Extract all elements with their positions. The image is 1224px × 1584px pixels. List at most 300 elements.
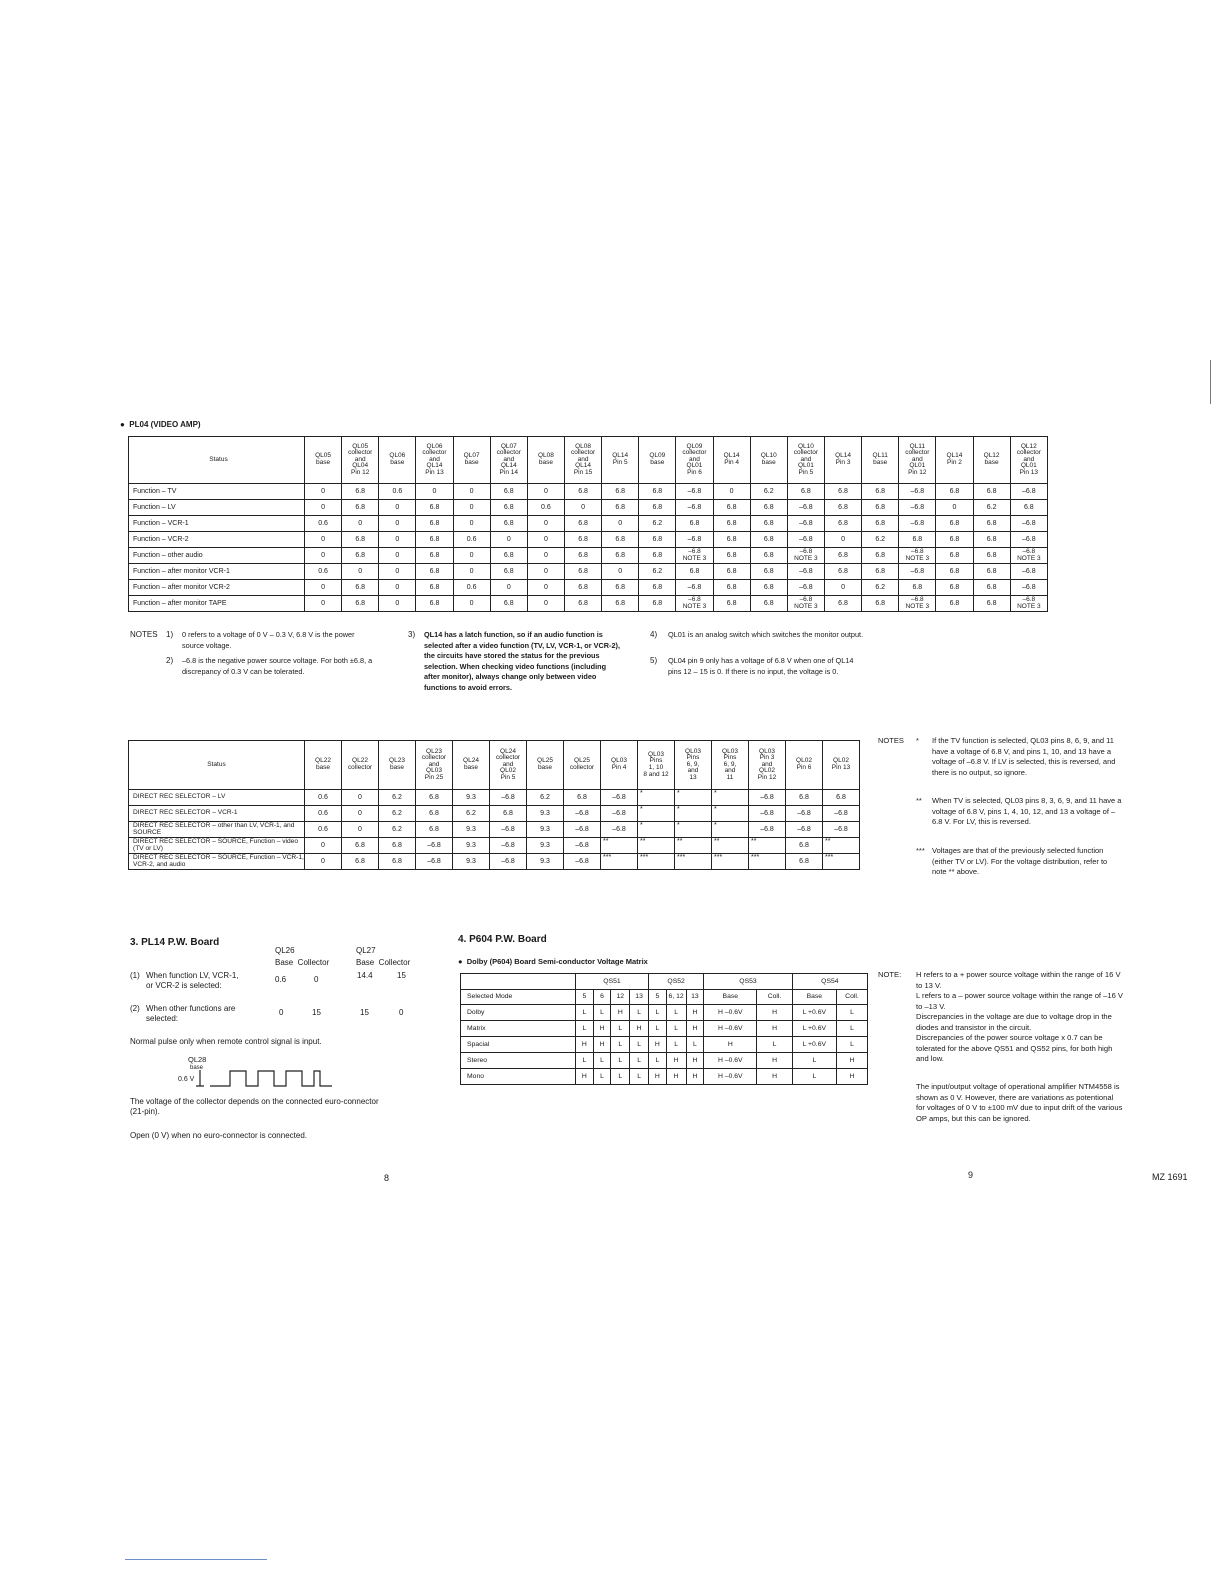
table-cell: * <box>638 822 675 838</box>
table-cell: 6.8 <box>602 580 639 596</box>
table-cell: 6.2 <box>379 822 416 838</box>
table-cell: 6.2 <box>379 806 416 822</box>
table-cell: L <box>611 1037 630 1053</box>
table-cell: 6.8 <box>973 484 1010 500</box>
table-cell: *** <box>823 854 860 870</box>
note-number: 2) <box>166 656 174 665</box>
column-header-mode: Selected Mode <box>461 990 576 1005</box>
blank-cell <box>461 974 576 990</box>
table-cell: –6.8 <box>1010 564 1047 580</box>
table-row <box>461 1021 868 1037</box>
table-cell: ** <box>712 838 749 854</box>
table-row <box>129 484 1048 500</box>
table-cell: 6.8 <box>564 548 601 564</box>
table-cell: 6.8 <box>713 548 750 564</box>
table-cell: –6.8 <box>490 838 527 854</box>
ql26-sub: Base Collector <box>275 958 330 967</box>
table-cell: 0.6 <box>305 790 342 806</box>
note-paragraph: The input/output voltage of operational amplifier NTM4558 is shown as 0 V. However, there are variations as potentional for voltages of 0 V to ±100 mV due to input drift of the various OP amps, but this can be ignored. <box>916 1082 1123 1123</box>
table-cell: * <box>638 790 675 806</box>
table-cell: H <box>666 1069 686 1085</box>
table-cell: L <box>593 1005 611 1021</box>
table-cell: 6.8 <box>676 516 713 532</box>
table-cell: –6.8 NOTE 3 <box>1010 596 1047 612</box>
table-cell: 6.8 <box>416 580 453 596</box>
table-cell: 6.8 <box>750 532 787 548</box>
table-cell: –6.8 <box>601 806 638 822</box>
open-text: Open (0 V) when no euro-connector is connected. <box>130 1131 307 1140</box>
table-cell: H <box>611 1005 630 1021</box>
row-label: DIRECT REC SELECTOR – SOURCE, Function – VCR-1, VCR-2, and audio <box>129 854 305 870</box>
collector-text: The voltage of the collector depends on the connected euro-connector (21-pin). <box>130 1097 379 1116</box>
table-cell: * <box>638 806 675 822</box>
table-cell: L <box>576 1053 594 1069</box>
column-header: QL25 collector <box>564 741 601 790</box>
table-cell: 0 <box>305 484 342 500</box>
table-cell: 6.8 <box>639 532 676 548</box>
table-cell: 6.8 <box>750 548 787 564</box>
table-cell: L <box>792 1069 836 1085</box>
table-cell: 0 <box>824 580 861 596</box>
table-cell: 6.8 <box>787 484 824 500</box>
bullet-icon: ● <box>120 420 125 429</box>
table-cell: 6.8 <box>786 854 823 870</box>
table-cell: 6.8 <box>936 596 973 612</box>
table-cell: H <box>648 1037 666 1053</box>
table-cell: L <box>666 1021 686 1037</box>
column-header: 6 <box>593 990 611 1005</box>
table-cell: 0 <box>342 822 379 838</box>
table-cell: 6.2 <box>527 790 564 806</box>
table-cell: ** <box>638 838 675 854</box>
table-cell: H –0.6V <box>704 1005 757 1021</box>
table-cell: 6.8 <box>564 596 601 612</box>
table-cell: 0 <box>416 484 453 500</box>
column-header: QL11 base <box>862 437 899 484</box>
table-cell: *** <box>638 854 675 870</box>
column-header: QL02 Pin 13 <box>823 741 860 790</box>
table-cell: 0.6 <box>305 516 342 532</box>
column-header: QL12 collector and QL01 Pin 13 <box>1010 437 1047 484</box>
table-cell: 0 <box>379 516 416 532</box>
table-cell: 6.8 <box>713 580 750 596</box>
table-cell: L <box>576 1005 594 1021</box>
column-header: QL24 collector and QL02 Pin 5 <box>490 741 527 790</box>
table-cell: * <box>675 790 712 806</box>
table-cell: 6.8 <box>490 806 527 822</box>
table-cell: 6.8 <box>862 548 899 564</box>
table-cell: 0 <box>490 532 527 548</box>
table-cell: 6.8 <box>639 548 676 564</box>
table-cell: *** <box>601 854 638 870</box>
table-row <box>129 838 860 854</box>
table-cell: 9.3 <box>453 854 490 870</box>
table-cell: 0 <box>453 484 490 500</box>
table-cell: 0.6 <box>305 822 342 838</box>
table-cell: L <box>593 1053 611 1069</box>
table-cell: –6.8 NOTE 3 <box>676 596 713 612</box>
table-cell: H <box>836 1069 867 1085</box>
table-cell: –6.8 <box>490 822 527 838</box>
table-cell: –6.8 <box>787 580 824 596</box>
column-header: QL14 Pin 2 <box>936 437 973 484</box>
column-header: QL14 Pin 4 <box>713 437 750 484</box>
table-cell: 6.8 <box>862 596 899 612</box>
table-cell: 6.8 <box>342 532 379 548</box>
note-line: H refers to a + power source voltage within the range of 16 V to 13 V. <box>916 970 1121 990</box>
table-cell: 6.8 <box>602 596 639 612</box>
note-text: When TV is selected, QL03 pins 8, 3, 6, 9, and 11 have a voltage of 6.8 V, pins 1, 4, 10, 12, and 13 a voltage of –6.8 V. For LV, this is reversed. <box>932 796 1122 826</box>
table-cell: 6.2 <box>379 790 416 806</box>
column-header: QL07 base <box>453 437 490 484</box>
column-header: QL25 base <box>527 741 564 790</box>
row-label: Function – TV <box>129 484 305 500</box>
table-cell: 0 <box>379 548 416 564</box>
table-cell: 6.8 <box>639 500 676 516</box>
table-cell: 0 <box>342 790 379 806</box>
table-cell: 6.8 <box>973 516 1010 532</box>
note-marker: ** <box>916 796 922 805</box>
table-cell: 6.8 <box>379 838 416 854</box>
note-text: QL01 is an analog switch which switches the monitor output. <box>668 630 864 639</box>
table-cell: 0 <box>342 516 379 532</box>
column-header: QL11 collector and QL01 Pin 12 <box>899 437 936 484</box>
note-number: 4) <box>650 630 658 639</box>
table-cell: –6.8 <box>1010 484 1047 500</box>
table-cell: 0 <box>342 564 379 580</box>
table-cell: H <box>576 1069 594 1085</box>
column-header: QL03 Pins 6, 9, and 13 <box>675 741 712 790</box>
table-cell: 6.8 <box>490 596 527 612</box>
table-cell: –6.8 <box>749 822 786 838</box>
row-label: DIRECT REC SELECTOR – VCR-1 <box>129 806 305 822</box>
row-label: Function – LV <box>129 500 305 516</box>
table-cell: –6.8 <box>899 500 936 516</box>
table-cell: 6.8 <box>899 580 936 596</box>
column-header: 5 <box>576 990 594 1005</box>
table-cell: 6.8 <box>416 790 453 806</box>
table-cell: 0 <box>490 580 527 596</box>
table-cell: –6.8 NOTE 3 <box>1010 548 1047 564</box>
table-cell: 6.8 <box>936 580 973 596</box>
table-cell: H <box>836 1053 867 1069</box>
column-header: QL22 collector <box>342 741 379 790</box>
table-cell: –6.8 <box>490 790 527 806</box>
table-cell: 0.6 <box>379 484 416 500</box>
table-cell: ** <box>601 838 638 854</box>
row-label: Function – after monitor VCR-1 <box>129 564 305 580</box>
table-cell: H –0.6V <box>704 1021 757 1037</box>
table-cell: L <box>576 1021 594 1037</box>
table-cell: L <box>686 1037 704 1053</box>
table-cell: –6.8 <box>676 500 713 516</box>
table-cell: 6.8 <box>1010 500 1047 516</box>
document-id: MZ 1691 <box>1152 1172 1188 1182</box>
table-cell: 6.8 <box>824 596 861 612</box>
table-cell: –6.8 <box>1010 532 1047 548</box>
table-cell: 6.8 <box>862 500 899 516</box>
table-cell: L <box>666 1005 686 1021</box>
table-cell: 6.8 <box>823 790 860 806</box>
table-cell: 6.2 <box>862 580 899 596</box>
table-row <box>129 532 1048 548</box>
table-cell: 0 <box>453 548 490 564</box>
direct-rec-table <box>128 740 860 870</box>
column-header: QL03 Pins 1, 10 8 and 12 <box>638 741 675 790</box>
table-cell: 6.8 <box>824 564 861 580</box>
row-label: Function – VCR-2 <box>129 532 305 548</box>
table-cell: 6.8 <box>973 532 1010 548</box>
table-cell: 6.8 <box>936 516 973 532</box>
table-cell: –6.8 <box>676 484 713 500</box>
table-cell: 6.8 <box>676 564 713 580</box>
table-cell: L <box>836 1021 867 1037</box>
table-cell: H <box>593 1021 611 1037</box>
pulse-text: Normal pulse only when remote control signal is input. <box>130 1037 322 1046</box>
table-cell: –6.8 NOTE 3 <box>787 596 824 612</box>
table-cell: 9.3 <box>527 806 564 822</box>
table-row <box>129 500 1048 516</box>
table-row <box>461 1005 868 1021</box>
table-cell: 6.8 <box>490 500 527 516</box>
table-cell: 6.8 <box>602 532 639 548</box>
table-cell: 6.8 <box>416 564 453 580</box>
table-cell: 6.8 <box>824 500 861 516</box>
table-cell: 6.8 <box>824 484 861 500</box>
table-cell: 0 <box>602 516 639 532</box>
table-cell: 6.2 <box>973 500 1010 516</box>
table-cell: 0 <box>305 500 342 516</box>
table-cell: –6.8 <box>786 822 823 838</box>
table-cell: 0 <box>379 596 416 612</box>
table-cell: * <box>712 822 749 838</box>
table-cell: 6.8 <box>564 564 601 580</box>
note-number: 5) <box>650 656 658 665</box>
table-cell: L <box>630 1053 649 1069</box>
table-cell: –6.8 NOTE 3 <box>787 548 824 564</box>
table-cell: H <box>686 1021 704 1037</box>
table-cell: 0 <box>305 838 342 854</box>
table-cell: 6.8 <box>416 532 453 548</box>
column-header: QL08 collector and QL14 Pin 15 <box>564 437 601 484</box>
column-header: QL02 Pin 6 <box>786 741 823 790</box>
column-header: 6, 12 <box>666 990 686 1005</box>
dolby-matrix-table <box>460 973 868 1085</box>
table-cell: 0 <box>305 548 342 564</box>
table-cell: 6.2 <box>453 806 490 822</box>
table-cell: 6.8 <box>416 596 453 612</box>
table-cell: –6.8 <box>416 854 453 870</box>
row-label: Function – after monitor TAPE <box>129 596 305 612</box>
ql27-sub: Base Collector <box>356 958 411 967</box>
group-header: QS52 <box>648 974 703 990</box>
table-cell: –6.8 <box>899 516 936 532</box>
table-cell: 9.3 <box>527 854 564 870</box>
column-header: QL23 base <box>379 741 416 790</box>
ql28-sub: base <box>190 1065 204 1071</box>
table-cell: H <box>686 1005 704 1021</box>
table-cell: L <box>757 1037 792 1053</box>
table-cell: 6.8 <box>490 548 527 564</box>
column-header: QL03 Pins 6, 9, and 11 <box>712 741 749 790</box>
table-cell: 0 <box>379 580 416 596</box>
table-cell: –6.8 <box>787 516 824 532</box>
table-cell: 6.8 <box>342 500 379 516</box>
table-cell: 0 <box>453 516 490 532</box>
table-cell: –6.8 NOTE 3 <box>899 548 936 564</box>
table-cell: L <box>648 1053 666 1069</box>
column-header: QL09 collector and QL01 Pin 6 <box>676 437 713 484</box>
table-cell: –6.8 <box>564 822 601 838</box>
table-cell: –6.8 <box>1010 580 1047 596</box>
column-header: QL14 Pin 3 <box>824 437 861 484</box>
note-text: Voltages are that of the previously selected function (either TV or LV). For the voltage distribution, refer to note ** above. <box>932 846 1108 876</box>
bullet-icon: ● <box>458 957 463 966</box>
table-cell: 9.3 <box>453 790 490 806</box>
table-cell: * <box>712 790 749 806</box>
table-cell: –6.8 <box>787 564 824 580</box>
table-row <box>129 564 1048 580</box>
table-cell: 0 <box>527 548 564 564</box>
note-text: QL14 has a latch function, so if an audio function is selected after a video function (TV, LV, VCR-1, or VCR-2), the circuits have stored the status for the previous selection. When checking video functions (including after monitor), always change only between video functions to avoid errors. <box>424 630 620 692</box>
table-cell: 6.8 <box>862 516 899 532</box>
table-cell: 9.3 <box>453 822 490 838</box>
table-cell: L +0.6V <box>792 1005 836 1021</box>
table-cell: L <box>836 1005 867 1021</box>
pl14-title: 3. PL14 P.W. Board <box>130 937 220 948</box>
table-cell: 6.2 <box>639 516 676 532</box>
table-cell: 6.8 <box>824 548 861 564</box>
table-cell: 0 <box>527 596 564 612</box>
row-label: DIRECT REC SELECTOR – other than LV, VCR-1, and SOURCE <box>129 822 305 838</box>
column-header: QL05 base <box>305 437 342 484</box>
row-label: Function – other audio <box>129 548 305 564</box>
table-cell: –6.8 <box>787 500 824 516</box>
table-cell: –6.8 <box>564 854 601 870</box>
table-cell: 6.8 <box>342 580 379 596</box>
table-cell: H <box>686 1053 704 1069</box>
note-text: If the TV function is selected, QL03 pins 8, 6, 9, and 11 have a voltage of 6.8 V, and pins 1, 10, and 13 have a voltage of –6.8 V. If LV is selected, this is reversed, and there is no output, so ignore. <box>932 736 1116 777</box>
table-cell: –6.8 <box>564 806 601 822</box>
table-cell: 0.6 <box>305 564 342 580</box>
table-cell: 0.6 <box>453 532 490 548</box>
column-header: QL24 base <box>453 741 490 790</box>
table-row <box>129 516 1048 532</box>
table-cell: 6.8 <box>379 854 416 870</box>
table-row <box>129 806 860 822</box>
column-header: QL12 base <box>973 437 1010 484</box>
table-cell: H <box>648 1069 666 1085</box>
table-cell: *** <box>675 854 712 870</box>
table-row <box>129 548 1048 564</box>
table-header-row <box>461 990 868 1005</box>
table-row <box>129 596 1048 612</box>
table-cell: H –0.6V <box>704 1069 757 1085</box>
table-cell: 6.8 <box>750 564 787 580</box>
table-cell: 6.8 <box>416 806 453 822</box>
table-cell: 6.8 <box>342 548 379 564</box>
table-cell: 6.2 <box>750 484 787 500</box>
column-header: QL09 base <box>639 437 676 484</box>
column-header-status: Status <box>129 437 305 484</box>
table-cell: 6.8 <box>936 564 973 580</box>
row-label: Dolby <box>461 1005 576 1021</box>
table-cell: 0 <box>453 564 490 580</box>
table-cell: H <box>757 1069 792 1085</box>
column-header: QL06 collector and QL14 Pin 13 <box>416 437 453 484</box>
table-cell: 6.8 <box>342 854 379 870</box>
table-cell: 6.8 <box>416 500 453 516</box>
table-cell: 0 <box>527 564 564 580</box>
table-cell: 6.8 <box>973 564 1010 580</box>
table-cell: ** <box>675 838 712 854</box>
ql28-label: QL28 <box>188 1055 207 1064</box>
table-cell: 6.8 <box>564 580 601 596</box>
column-header: QL03 Pin 3 and QL02 Pin 12 <box>749 741 786 790</box>
column-header: QL06 base <box>379 437 416 484</box>
pl04-table <box>128 436 1048 612</box>
table-cell: 0 <box>342 806 379 822</box>
table-cell: 6.8 <box>936 484 973 500</box>
table-cell: 0 <box>453 596 490 612</box>
table-header-row <box>129 437 1048 484</box>
table-cell: 6.8 <box>862 564 899 580</box>
table-cell: –6.8 <box>676 532 713 548</box>
table-cell: 0 <box>824 532 861 548</box>
table-cell: 6.8 <box>490 564 527 580</box>
column-header: QL05 collector and QL04 Pin 12 <box>342 437 379 484</box>
table-cell: 6.8 <box>602 500 639 516</box>
table-cell: 6.2 <box>639 564 676 580</box>
table-cell: * <box>675 822 712 838</box>
row-label: Mono <box>461 1069 576 1085</box>
table-cell: 6.8 <box>973 548 1010 564</box>
row-label: Function – after monitor VCR-2 <box>129 580 305 596</box>
row-label: DIRECT REC SELECTOR – LV <box>129 790 305 806</box>
column-header: Coll. <box>836 990 867 1005</box>
table-row <box>129 580 1048 596</box>
table-cell: L <box>630 1005 649 1021</box>
row-label: DIRECT REC SELECTOR – SOURCE, Function – video (TV or LV) <box>129 838 305 854</box>
table-cell: 6.8 <box>936 548 973 564</box>
table-cell: 0.6 <box>305 806 342 822</box>
note-marker: *** <box>916 846 925 855</box>
table-cell: –6.8 <box>749 806 786 822</box>
row-label: Matrix <box>461 1021 576 1037</box>
table-row <box>129 854 860 870</box>
table-cell: L <box>666 1037 686 1053</box>
table-cell: H –0.6V <box>704 1053 757 1069</box>
table-cell: H <box>576 1037 594 1053</box>
table-cell: H <box>630 1021 649 1037</box>
table-cell: H <box>757 1053 792 1069</box>
note-text: –6.8 is the negative power source voltage. For both ±6.8, a discrepancy of 0.3 V can be tolerated. <box>182 656 373 676</box>
table-cell: –6.8 NOTE 3 <box>899 596 936 612</box>
table-cell: H <box>757 1005 792 1021</box>
table-cell: –6.8 <box>899 564 936 580</box>
note-label: NOTE: <box>878 970 902 979</box>
table-cell: 6.8 <box>862 484 899 500</box>
pl04-notes <box>130 630 390 696</box>
table-cell: L +0.6V <box>792 1037 836 1053</box>
table-cell: 6.8 <box>639 596 676 612</box>
table-cell: L <box>630 1069 649 1085</box>
table-cell: 6.2 <box>862 532 899 548</box>
table-cell: 6.8 <box>750 516 787 532</box>
table-cell: L <box>630 1037 649 1053</box>
row-label: Spacial <box>461 1037 576 1053</box>
column-header: QL03 Pin 4 <box>601 741 638 790</box>
